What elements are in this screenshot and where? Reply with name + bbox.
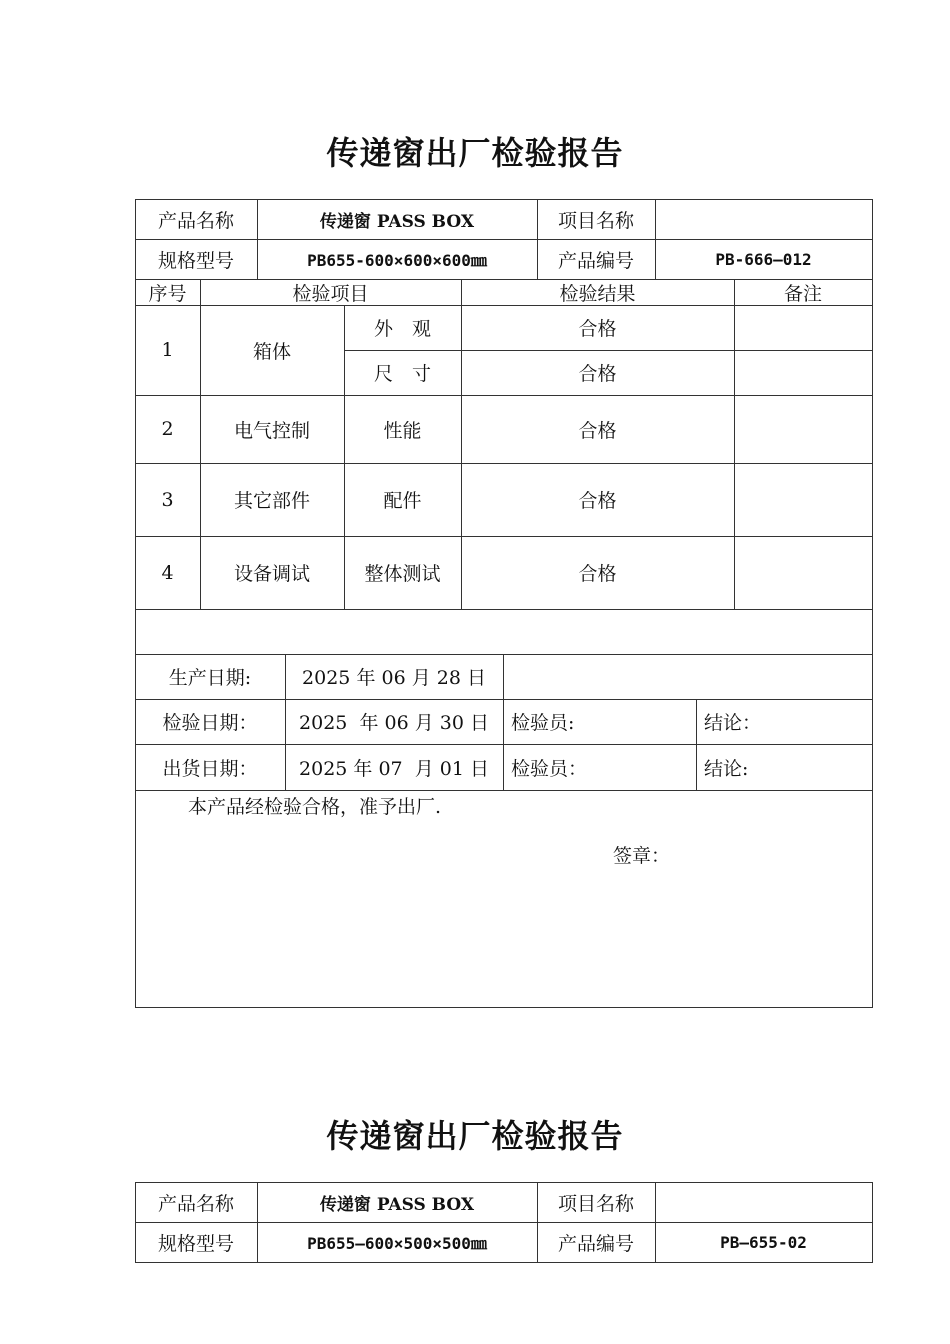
product-name-label: 产品名称 — [157, 1192, 234, 1215]
spec-label: 规格型号 — [157, 249, 234, 272]
spec-value: PB655-600×600×600㎜ — [307, 250, 487, 270]
row-seq: 1 — [161, 339, 174, 361]
spec-value: PB655—600×500×500㎜ — [307, 1233, 487, 1253]
product-no-value: PB—655-02 — [720, 1232, 807, 1252]
row-subitem: 尺 寸 — [373, 363, 431, 385]
product-name-value: 传递窗 PASS BOX — [319, 1194, 475, 1215]
project-name-value — [655, 1182, 872, 1222]
inspector-label: 检验员: — [511, 712, 575, 734]
report1-title: 传递窗出厂检验报告 — [326, 134, 624, 172]
row-result: 合格 — [578, 419, 617, 442]
row-result: 合格 — [578, 363, 617, 385]
insp-date-value: 2025 年 06 月 30 日 — [299, 712, 489, 734]
ship-date-value: 2025 年 07 月 01 日 — [299, 757, 489, 780]
product-name-value: 传递窗 PASS BOX — [319, 211, 475, 232]
row-subitem: 配件 — [383, 490, 422, 512]
row-subitem: 整体测试 — [364, 563, 441, 585]
project-name-value — [655, 199, 872, 239]
spec-label: 规格型号 — [157, 1232, 234, 1255]
seal-label: 签章： — [613, 844, 671, 867]
row-subitem: 性能 — [383, 419, 422, 442]
row-seq: 4 — [161, 561, 174, 584]
prod-date-value: 2025 年 06 月 28 日 — [302, 667, 486, 689]
product-no-label: 产品编号 — [557, 1232, 634, 1255]
col-seq-header: 序号 — [148, 282, 187, 305]
row-seq: 2 — [161, 418, 174, 440]
project-name-label: 项目名称 — [557, 209, 634, 232]
row-item: 电气控制 — [233, 419, 310, 442]
col-item-header: 检验项目 — [292, 282, 369, 305]
row-item: 箱体 — [252, 340, 291, 363]
row-result: 合格 — [578, 318, 617, 340]
col-result-header: 检验结果 — [559, 282, 636, 305]
ship-date-label: 出货日期： — [162, 757, 258, 780]
product-no-value: PB-666—012 — [715, 249, 812, 269]
row-subitem: 外 观 — [373, 318, 431, 340]
row-item: 设备调试 — [233, 563, 310, 585]
conclusion-label: 结论： — [704, 712, 762, 734]
conclusion-label: 结论: — [704, 757, 749, 780]
row-seq: 3 — [161, 488, 174, 511]
product-name-label: 产品名称 — [157, 209, 234, 232]
report2-title: 传递窗出厂检验报告 — [326, 1117, 624, 1155]
inspector-label: 检验员： — [511, 757, 588, 780]
product-no-label: 产品编号 — [557, 249, 634, 272]
col-remark-header: 备注 — [783, 282, 822, 305]
statement-text: 本产品经检验合格，准予出厂. — [188, 795, 442, 818]
prod-date-label: 生产日期: — [168, 667, 252, 689]
row-result: 合格 — [578, 490, 617, 512]
project-name-label: 项目名称 — [557, 1192, 634, 1215]
row-item: 其它部件 — [233, 490, 310, 512]
row-result: 合格 — [578, 563, 617, 585]
insp-date-label: 检验日期： — [162, 712, 258, 734]
